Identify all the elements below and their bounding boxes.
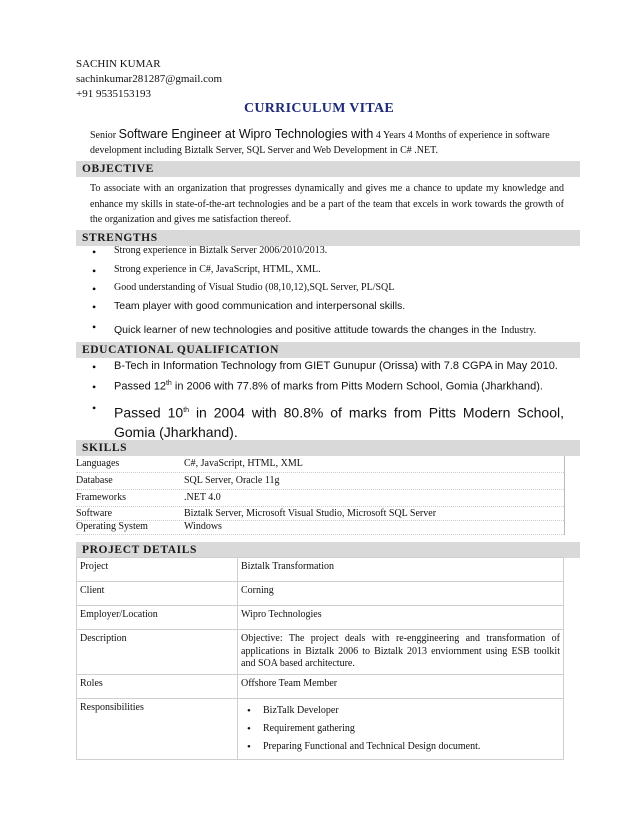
- table-row: Software Biztalk Server, Microsoft Visual Studio, Microsoft SQL Server: [76, 507, 564, 521]
- responsibilities-list: [241, 702, 560, 756]
- list-item: • Requirement gathering: [241, 720, 560, 738]
- education-heading: EDUCATIONAL QUALIFICATION: [76, 342, 580, 358]
- objective-text: To associate with an organization that progresses dynamically and gives me a chance to update my knowledge and enhance my skills in state-of-the-art technologies and be a part of the team that excels in work towards the growth of the organization and gives me satisfaction thereof.: [90, 183, 564, 225]
- list-item: • BizTalk Developer: [241, 702, 560, 720]
- skills-table: [76, 456, 565, 535]
- table-row: Database SQL Server, Oracle 11g: [76, 473, 564, 490]
- table-row: Operating System Windows: [76, 521, 564, 535]
- table-row: Languages C#, JavaScript, HTML, XML: [76, 456, 564, 473]
- table-row: Employer/Location Wipro Technologies: [77, 606, 564, 630]
- skills-heading: SKILLS: [76, 440, 580, 456]
- candidate-phone: +91 9535153193: [76, 88, 151, 100]
- table-row: Roles Offshore Team Member: [77, 674, 564, 698]
- list-item: • Preparing Functional and Technical Design document.: [241, 738, 560, 756]
- strengths-heading: STRENGTHS: [76, 230, 580, 246]
- candidate-name: SACHIN KUMAR: [76, 58, 161, 70]
- table-row: Responsibilities • BizTalk Developer • Requirement gathering • Preparing Functional and Technical Design document.: [77, 698, 564, 759]
- resume-page: SACHIN KUMAR sachinkumar281287@gmail.com +91 9535153193 CURRICULUM VITAE Senior Software Engineer at Wipro Technologies with 4 Years 4 Months of experience in software development including Biztalk Server, SQL Server and Web Development in C# .NET. OBJECTIVE To associate with an organization that progresses dynamically and gives me a chance to update my knowledge and enhance my skills in state-of-the-art technologies and be a part of the team that excels in work towards the growth of the organization and gives me satisfaction thereof. STRENGTHS Strong experience in Biztalk Server 2006/2010/2013. Strong experience in C#, JavaScript, HTML, XML. Good understanding of Visual Studio (08,10,12),SQL Server, PL/SQL Team player with good communication and interpersonal skills. Quick learner of new technologies and positive attitude towards the changes in the Industry. EDUCATIONAL QUALIFICATION B-Tech in Information Technology from GIET Gunupur (Orissa) with 7.8 CGPA in May 2010. Passed 12th in 2006 with 77.8% of marks from Pitts Modern School, Gomia (Jharkhand). Passed 10th in 2004 with 80.8% of marks from Pitts Modern School, Gomia (Jharkhand). SKILLS Languages C#, JavaScript, HTML, XML Database SQL Server, Oracle 11g Frameworks .NET 4.0 Software Biztalk Server, Microsoft Visual Studio, Microsoft SQL Server Operating System Windows PROJECT DETAILS Project Biztalk Transformation Client Corning Employer/Location Wipro Technologies Description Objective: The project deals with re-enggineering and transformation of applications in Biztalk 2006 to Biztalk 2013 enviornment using ESB toolkit and SOA based architecture. Roles Offshore Team Member Responsibilities • BizTalk Developer • Requirement gathering • Preparing Functional and Technical Design document.: [0, 0, 638, 826]
- summary-paragraph: [90, 127, 564, 158]
- table-row: Project Biztalk Transformation: [77, 558, 564, 582]
- table-row: Client Corning: [77, 582, 564, 606]
- table-row: Frameworks .NET 4.0: [76, 490, 564, 507]
- document-title: CURRICULUM VITAE: [243, 101, 395, 116]
- candidate-email[interactable]: sachinkumar281287@gmail.com: [76, 73, 223, 85]
- project-heading: PROJECT DETAILS: [76, 542, 580, 558]
- summary-post: 4 Years 4 Months of experience in software development including Biztalk Server, SQL Server and Web Development in C# .NET.: [90, 130, 550, 156]
- table-row: Description Objective: The project deals with re-enggineering and transformation of applications in Biztalk 2006 to Biztalk 2013 enviornment using ESB toolkit and SOA based architecture.: [77, 630, 564, 675]
- objective-heading: OBJECTIVE: [76, 161, 580, 177]
- summary-pre: Senior: [90, 130, 119, 141]
- summary-role: Software Engineer at Wipro Technologies with: [118, 127, 374, 141]
- project-table: [76, 557, 564, 760]
